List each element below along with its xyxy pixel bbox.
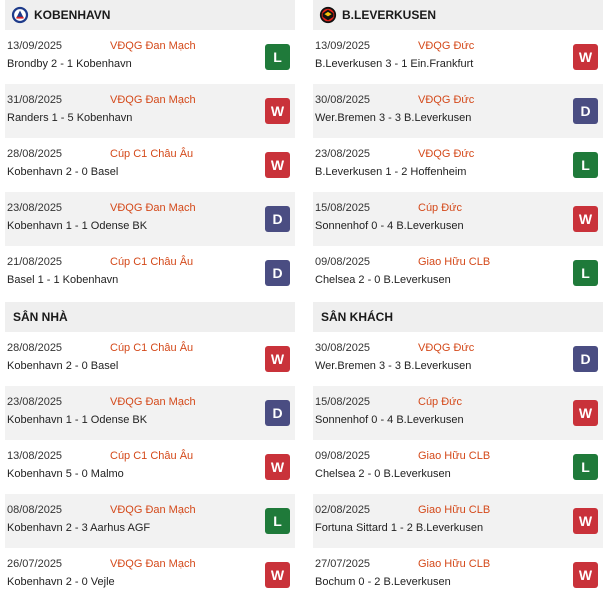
section-title: SÂN KHÁCH [321,310,393,324]
match-date: 23/08/2025 [7,396,63,408]
match-score: Kobenhavn 1 - 1 Odense BK [7,220,148,232]
match-date: 09/08/2025 [315,256,371,268]
result-badge: W [265,562,290,588]
match-score: B.Leverkusen 1 - 2 Hoffenheim [315,166,467,178]
match-score: Kobenhavn 2 - 0 Basel [7,360,119,372]
result-badge: W [573,562,598,588]
recent-matches-list [5,30,295,300]
competition-link[interactable]: VĐQG Đan Mạch [110,202,196,214]
match-row[interactable] [313,30,603,84]
competition-link[interactable]: VĐQG Đan Mạch [110,558,196,570]
match-date: 28/08/2025 [7,148,63,160]
match-row[interactable] [313,386,603,440]
result-badge: L [265,508,290,534]
team-name: B.LEVERKUSEN [342,8,437,22]
match-date: 13/09/2025 [7,40,63,52]
venue-matches-list [313,332,603,597]
competition-link[interactable]: VĐQG Đức [418,40,475,52]
match-row[interactable] [5,30,295,84]
match-row[interactable] [5,138,295,192]
match-date: 13/09/2025 [315,40,371,52]
match-score: Chelsea 2 - 0 B.Leverkusen [315,468,451,480]
match-score: Basel 1 - 1 Kobenhavn [7,274,119,286]
recent-matches-list [313,30,603,300]
match-date: 26/07/2025 [7,558,63,570]
match-row[interactable] [313,494,603,548]
match-score: Sonnenhof 0 - 4 B.Leverkusen [315,220,464,232]
result-badge: W [265,346,290,372]
result-badge: L [265,44,290,70]
match-date: 15/08/2025 [315,202,371,214]
match-score: Kobenhavn 5 - 0 Malmo [7,468,124,480]
leverkusen-logo-icon [319,6,337,24]
team-column-leverkusen [313,0,603,597]
competition-link[interactable]: Cúp C1 Châu Âu [110,256,194,268]
result-badge: W [573,44,598,70]
competition-link[interactable]: VĐQG Đan Mạch [110,396,196,408]
competition-link[interactable]: Giao Hữu CLB [418,450,491,462]
match-score: Randers 1 - 5 Kobenhavn [7,112,133,124]
match-date: 08/08/2025 [7,504,63,516]
match-row[interactable] [313,332,603,386]
result-badge: W [573,400,598,426]
match-score: Fortuna Sittard 1 - 2 B.Leverkusen [315,522,484,534]
result-badge: W [573,206,598,232]
match-row[interactable] [313,246,603,300]
match-row[interactable] [313,440,603,494]
match-date: 09/08/2025 [315,450,371,462]
match-date: 21/08/2025 [7,256,63,268]
competition-link[interactable]: VĐQG Đức [418,148,475,160]
match-row[interactable] [5,332,295,386]
match-score: Kobenhavn 1 - 1 Odense BK [7,414,148,426]
competition-link[interactable]: VĐQG Đan Mạch [110,40,196,52]
result-badge: W [265,98,290,124]
match-row[interactable] [313,548,603,597]
result-badge: W [265,454,290,480]
competition-link[interactable]: Giao Hữu CLB [418,504,491,516]
match-date: 13/08/2025 [7,450,63,462]
result-badge: D [573,346,598,372]
competition-link[interactable]: Giao Hữu CLB [418,558,491,570]
team-header [5,0,295,30]
result-badge: W [265,152,290,178]
match-row[interactable] [5,494,295,548]
venue-section-header [5,302,295,332]
section-title: SÂN NHÀ [13,310,68,324]
match-row[interactable] [313,138,603,192]
match-date: 23/08/2025 [315,148,371,160]
competition-link[interactable]: VĐQG Đan Mạch [110,94,196,106]
match-date: 31/08/2025 [7,94,63,106]
result-badge: D [265,260,290,286]
team-header [313,0,603,30]
result-badge: D [573,98,598,124]
kobenhavn-logo-icon [11,6,29,24]
competition-link[interactable]: Cúp Đức [418,202,463,214]
match-date: 27/07/2025 [315,558,371,570]
team-name: KOBENHAVN [34,8,111,22]
result-badge: D [265,400,290,426]
match-row[interactable] [313,84,603,138]
match-score: B.Leverkusen 3 - 1 Ein.Frankfurt [315,58,474,70]
match-row[interactable] [5,84,295,138]
competition-link[interactable]: Cúp Đức [418,396,463,408]
match-row[interactable] [5,246,295,300]
competition-link[interactable]: VĐQG Đức [418,342,475,354]
match-date: 23/08/2025 [7,202,63,214]
match-row[interactable] [5,386,295,440]
result-badge: W [573,508,598,534]
competition-link[interactable]: VĐQG Đan Mạch [110,504,196,516]
match-score: Bochum 0 - 2 B.Leverkusen [315,576,451,588]
match-score: Kobenhavn 2 - 0 Vejle [7,576,115,588]
competition-link[interactable]: Cúp C1 Châu Âu [110,450,194,462]
result-badge: D [265,206,290,232]
competition-link[interactable]: VĐQG Đức [418,94,475,106]
match-date: 02/08/2025 [315,504,371,516]
competition-link[interactable]: Cúp C1 Châu Âu [110,342,194,354]
match-score: Wer.Bremen 3 - 3 B.Leverkusen [315,112,472,124]
match-score: Brondby 2 - 1 Kobenhavn [7,58,132,70]
result-badge: L [573,152,598,178]
venue-section-header [313,302,603,332]
match-score: Kobenhavn 2 - 0 Basel [7,166,119,178]
match-date: 28/08/2025 [7,342,63,354]
match-score: Sonnenhof 0 - 4 B.Leverkusen [315,414,464,426]
competition-link[interactable]: Giao Hữu CLB [418,256,491,268]
match-row[interactable] [5,192,295,246]
result-badge: L [573,454,598,480]
match-score: Wer.Bremen 3 - 3 B.Leverkusen [315,360,472,372]
result-badge: L [573,260,598,286]
competition-link[interactable]: Cúp C1 Châu Âu [110,148,194,160]
match-score: Chelsea 2 - 0 B.Leverkusen [315,274,451,286]
team-column-kobenhavn [5,0,295,597]
match-date: 15/08/2025 [315,396,371,408]
match-date: 30/08/2025 [315,94,371,106]
match-row[interactable] [313,192,603,246]
venue-matches-list [5,332,295,597]
match-score: Kobenhavn 2 - 3 Aarhus AGF [7,522,151,534]
match-date: 30/08/2025 [315,342,371,354]
match-row[interactable] [5,440,295,494]
match-row[interactable] [5,548,295,597]
